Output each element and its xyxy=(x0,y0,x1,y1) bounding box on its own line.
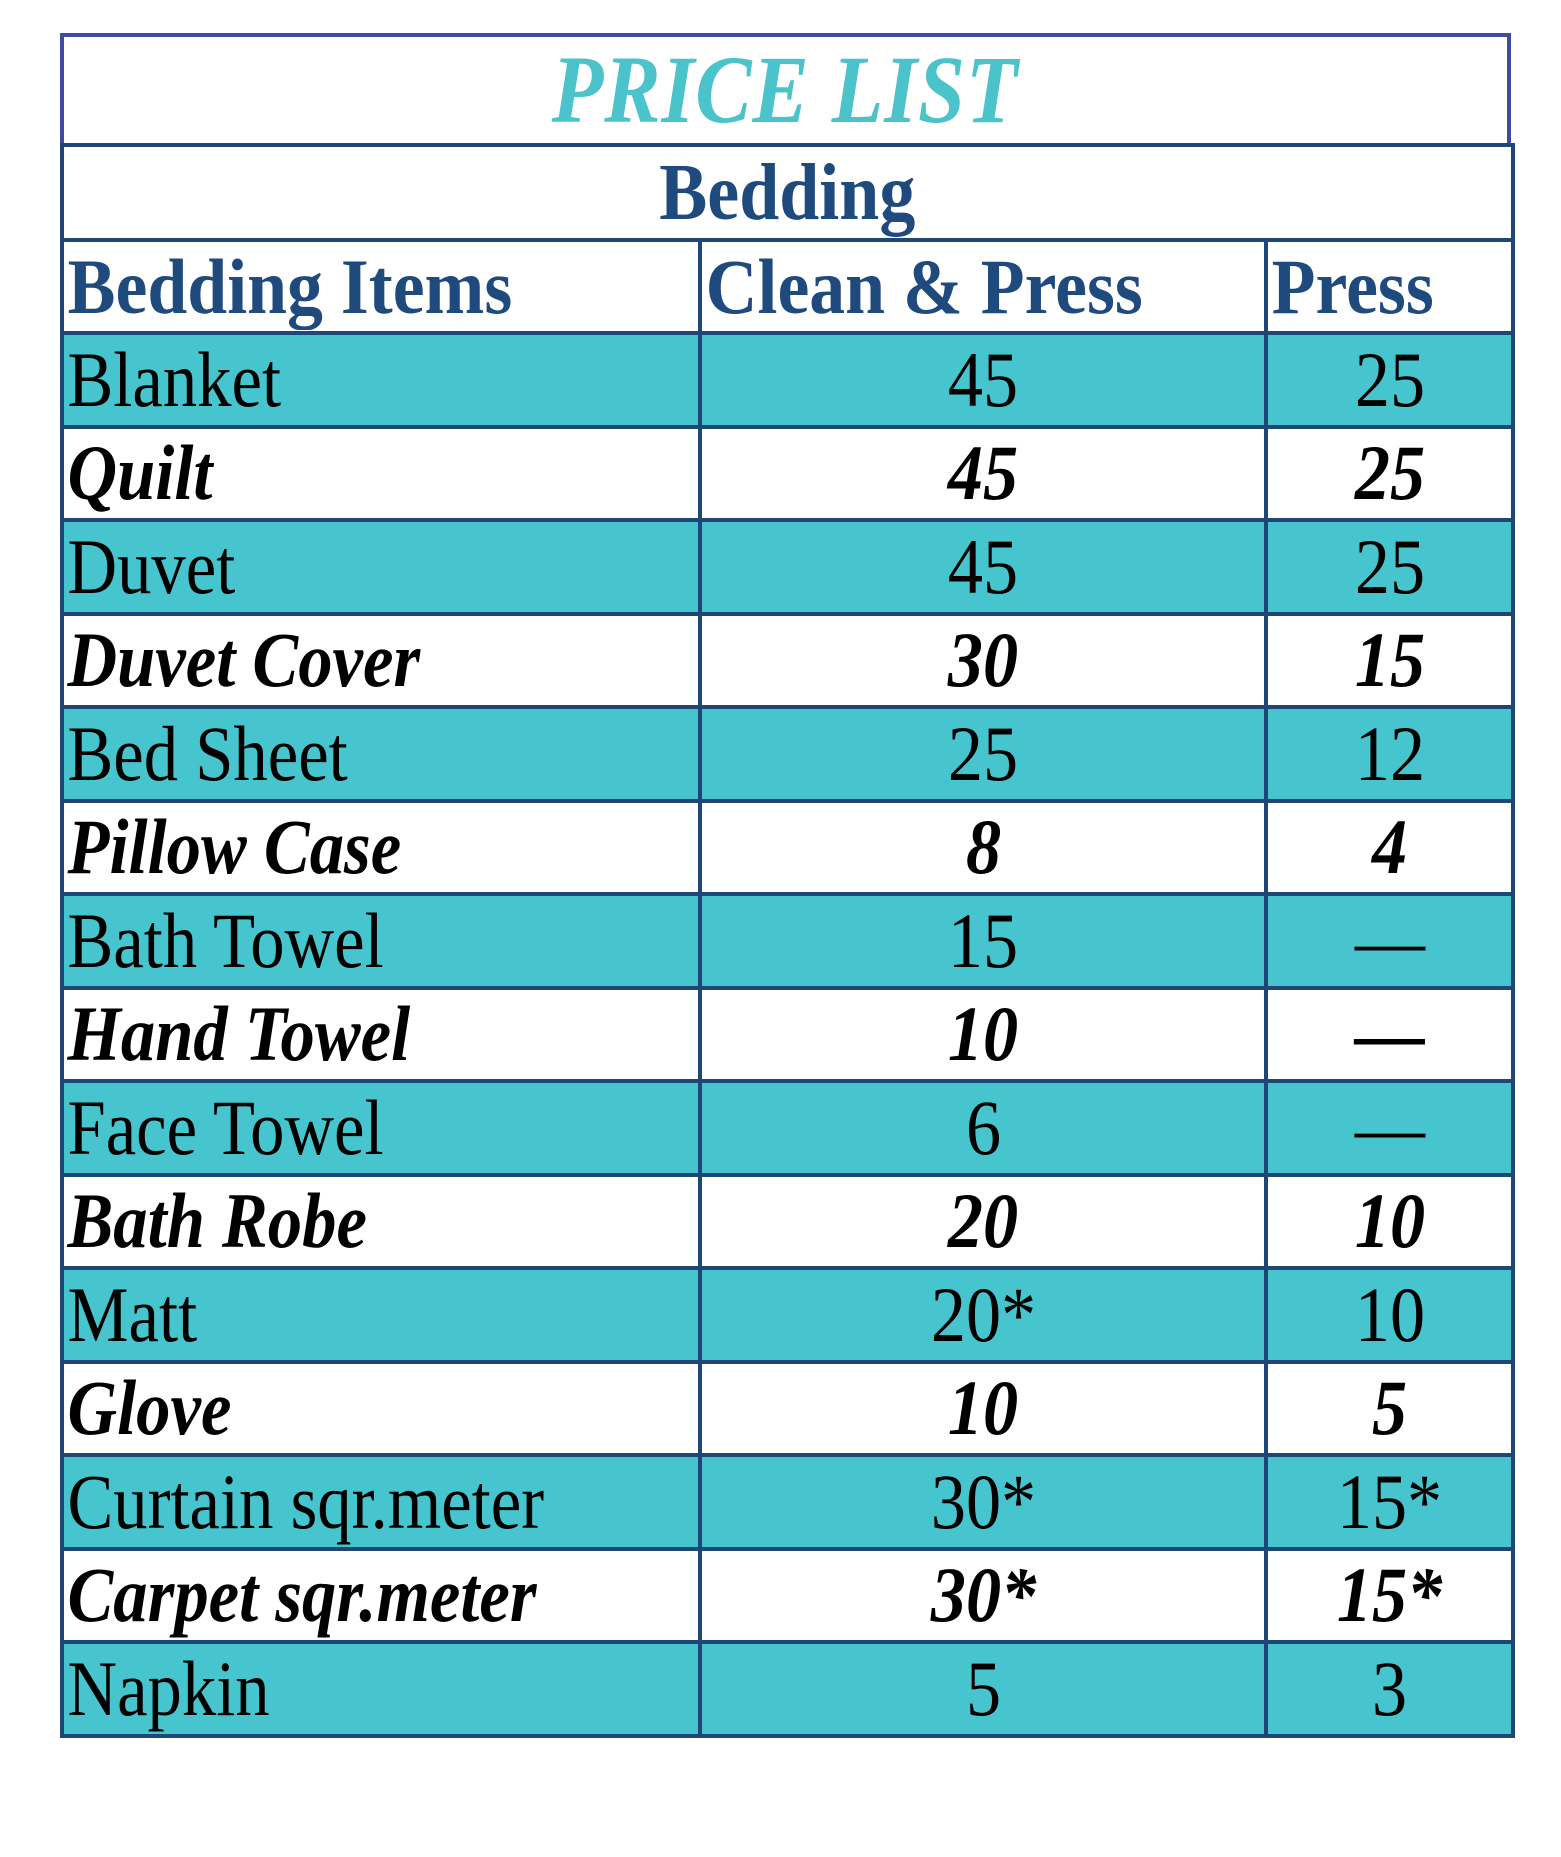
clean-press-price: 5 xyxy=(965,1644,1001,1732)
table-row xyxy=(62,1175,1513,1269)
column-header-press-text: Press xyxy=(1271,242,1434,330)
clean-press-cell xyxy=(700,1549,1266,1643)
table-row xyxy=(62,1362,1513,1456)
press-price: 4 xyxy=(1371,803,1408,891)
item-cell xyxy=(62,707,700,801)
item-cell xyxy=(62,1549,700,1643)
item-name: Face Towel xyxy=(67,1083,384,1171)
press-price: 10 xyxy=(1354,1177,1425,1265)
item-name: Glove xyxy=(67,1364,232,1452)
press-cell xyxy=(1266,427,1513,521)
clean-press-cell xyxy=(700,520,1266,614)
table-row xyxy=(62,520,1513,614)
press-cell xyxy=(1266,614,1513,708)
clean-press-cell xyxy=(700,1362,1266,1456)
clean-press-price: 30* xyxy=(930,1551,1036,1639)
clean-press-price: 20 xyxy=(947,1177,1019,1265)
table-row xyxy=(62,1455,1513,1549)
item-cell xyxy=(62,801,700,895)
table-row xyxy=(62,1642,1513,1736)
item-name: Bath Towel xyxy=(67,896,384,984)
clean-press-price: 45 xyxy=(947,335,1019,423)
press-price: — xyxy=(1354,896,1425,984)
clean-press-cell xyxy=(700,707,1266,801)
clean-press-cell xyxy=(700,1642,1266,1736)
clean-press-price: 45 xyxy=(947,522,1019,610)
table-row xyxy=(62,427,1513,521)
clean-press-cell xyxy=(700,1175,1266,1269)
title-row xyxy=(60,33,1511,143)
clean-press-cell xyxy=(700,1081,1266,1175)
item-name: Bed Sheet xyxy=(67,709,348,797)
press-price: 25 xyxy=(1354,522,1425,610)
price-list-sheet xyxy=(60,33,1511,1738)
section-row xyxy=(62,145,1513,240)
table-row xyxy=(62,333,1513,427)
clean-press-price: 30 xyxy=(947,616,1019,704)
table-row xyxy=(62,1081,1513,1175)
clean-press-cell xyxy=(700,427,1266,521)
item-cell xyxy=(62,988,700,1082)
press-cell xyxy=(1266,1081,1513,1175)
table-row xyxy=(62,1549,1513,1643)
item-cell xyxy=(62,1268,700,1362)
clean-press-price: 20* xyxy=(930,1270,1036,1358)
item-name: Napkin xyxy=(67,1644,270,1732)
press-price: 3 xyxy=(1371,1644,1408,1732)
press-cell xyxy=(1266,1362,1513,1456)
clean-press-cell xyxy=(700,1455,1266,1549)
press-price: 5 xyxy=(1371,1364,1408,1452)
press-price: 25 xyxy=(1354,335,1425,423)
press-price: 10 xyxy=(1354,1270,1425,1358)
press-price: 15* xyxy=(1336,1551,1443,1639)
clean-press-cell xyxy=(700,988,1266,1082)
press-cell xyxy=(1266,707,1513,801)
item-cell xyxy=(62,1081,700,1175)
table-row xyxy=(62,894,1513,988)
item-name: Duvet xyxy=(67,522,236,610)
column-header-press xyxy=(1266,240,1513,333)
press-price: 25 xyxy=(1354,429,1425,517)
item-cell xyxy=(62,1455,700,1549)
press-cell xyxy=(1266,894,1513,988)
table-row xyxy=(62,988,1513,1082)
column-header-items-text: Bedding Items xyxy=(67,242,513,330)
item-cell xyxy=(62,520,700,614)
clean-press-cell xyxy=(700,614,1266,708)
press-cell xyxy=(1266,520,1513,614)
section-title-text: Bedding xyxy=(659,148,916,237)
clean-press-cell xyxy=(700,333,1266,427)
clean-press-price: 10 xyxy=(947,990,1019,1078)
press-price: 12 xyxy=(1354,709,1425,797)
clean-press-price: 6 xyxy=(965,1083,1001,1171)
press-cell xyxy=(1266,1455,1513,1549)
press-cell xyxy=(1266,1268,1513,1362)
item-name: Hand Towel xyxy=(67,990,411,1078)
item-name: Matt xyxy=(67,1270,198,1358)
table-row xyxy=(62,707,1513,801)
item-cell xyxy=(62,1175,700,1269)
press-cell xyxy=(1266,1175,1513,1269)
column-header-items xyxy=(62,240,700,333)
press-cell xyxy=(1266,1549,1513,1643)
item-cell xyxy=(62,1362,700,1456)
item-cell xyxy=(62,333,700,427)
price-table xyxy=(60,143,1515,1738)
clean-press-price: 15 xyxy=(947,896,1019,984)
clean-press-cell xyxy=(700,801,1266,895)
clean-press-cell xyxy=(700,1268,1266,1362)
item-cell xyxy=(62,894,700,988)
table-row xyxy=(62,1268,1513,1362)
press-price: — xyxy=(1354,990,1425,1078)
item-cell xyxy=(62,427,700,521)
table-row xyxy=(62,801,1513,895)
clean-press-price: 30* xyxy=(930,1457,1036,1545)
clean-press-price: 25 xyxy=(947,709,1019,797)
column-header-clean-press xyxy=(700,240,1266,333)
press-price: 15 xyxy=(1354,616,1425,704)
item-cell xyxy=(62,1642,700,1736)
clean-press-price: 10 xyxy=(947,1364,1019,1452)
clean-press-cell xyxy=(700,894,1266,988)
item-cell xyxy=(62,614,700,708)
section-title xyxy=(62,145,1513,240)
column-header-clean-press-text: Clean & Press xyxy=(705,242,1143,330)
clean-press-price: 8 xyxy=(965,803,1001,891)
item-name: Pillow Case xyxy=(67,803,402,891)
item-name: Blanket xyxy=(67,335,282,423)
item-name: Bath Robe xyxy=(67,1177,367,1265)
table-row xyxy=(62,614,1513,708)
item-name: Quilt xyxy=(67,429,213,517)
press-cell xyxy=(1266,988,1513,1082)
press-cell xyxy=(1266,801,1513,895)
press-price: 15* xyxy=(1336,1457,1443,1545)
press-cell xyxy=(1266,333,1513,427)
item-name: Curtain sqr.meter xyxy=(67,1457,545,1545)
press-price: — xyxy=(1354,1083,1425,1171)
item-name: Carpet sqr.meter xyxy=(67,1551,537,1639)
clean-press-price: 45 xyxy=(947,429,1019,517)
press-cell xyxy=(1266,1642,1513,1736)
item-name: Duvet Cover xyxy=(67,616,421,704)
page-title: PRICE LIST xyxy=(552,36,1019,143)
header-row xyxy=(62,240,1513,333)
